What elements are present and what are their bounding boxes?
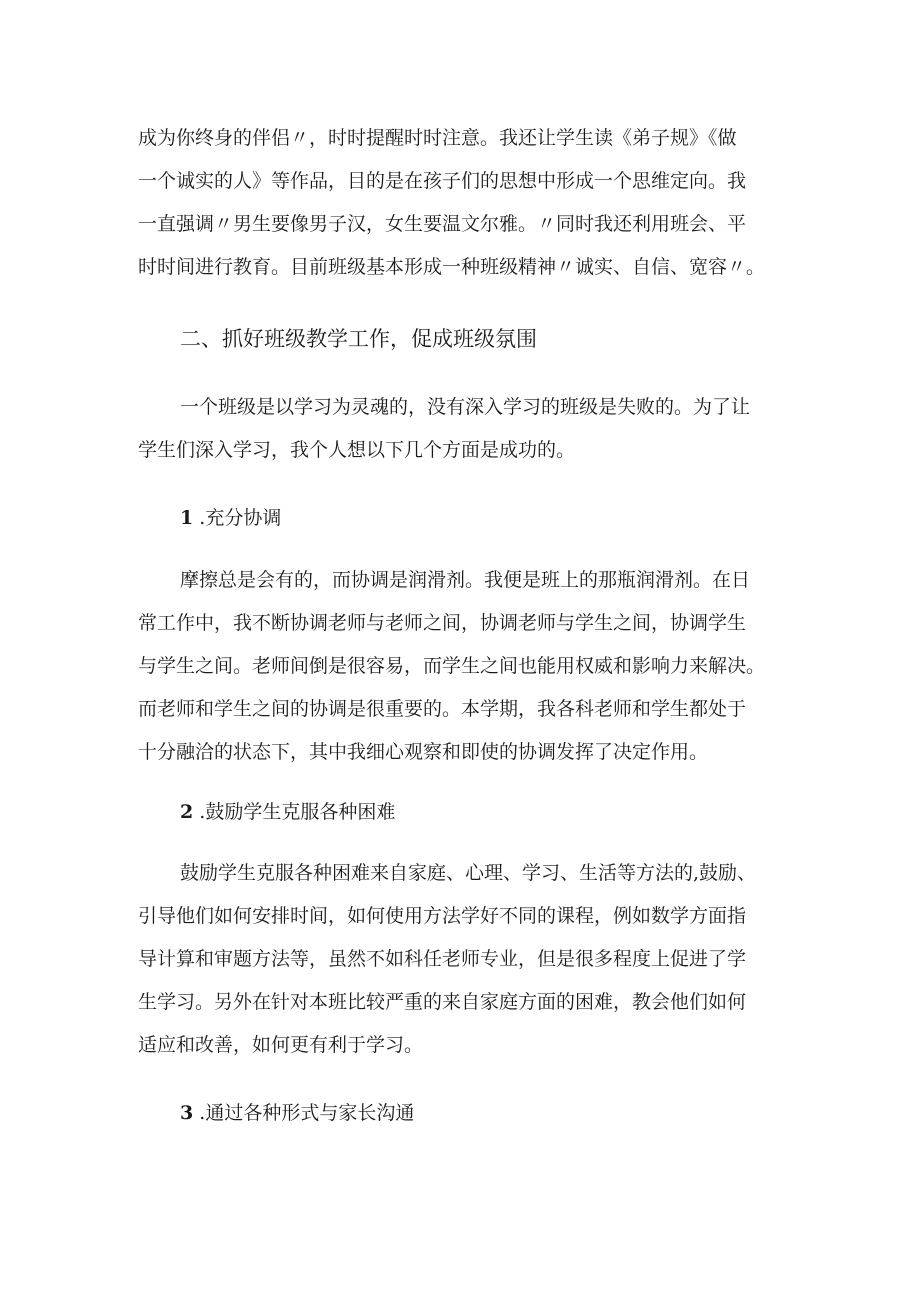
- item-title: .充分协调: [199, 507, 282, 529]
- item-number: 3: [180, 1102, 194, 1124]
- item-title: .鼓励学生克服各种困难: [199, 801, 396, 823]
- section-heading: 二、抓好班级教学工作，促成班级氛围: [180, 327, 537, 351]
- paragraph-line: 引导他们如何安排时间，如何使用方法学好不同的课程，例如数学方面指: [138, 905, 747, 927]
- item-2-heading: [180, 798, 395, 826]
- paragraph-line: 一个诚实的人》等作品，目的是在孩子们的思想中形成一个思维定向。我: [138, 170, 747, 192]
- item-number: 2: [180, 801, 194, 823]
- paragraph-line: 摩擦总是会有的，而协调是润滑剂。我便是班上的那瓶润滑剂。在日: [180, 569, 751, 591]
- item-3-heading: [180, 1099, 414, 1127]
- paragraph-line: 鼓励学生克服各种困难来自家庭、心理、学习、生活等方法的,鼓励、: [180, 862, 757, 884]
- paragraph-line: 而老师和学生之间的协调是很重要的。本学期，我各科老师和学生都处于: [138, 698, 747, 720]
- paragraph-line: 十分融洽的状态下，其中我细心观察和即使的协调发挥了决定作用。: [138, 741, 709, 763]
- paragraph-line: 适应和改善，如何更有利于学习。: [138, 1034, 424, 1056]
- paragraph-line: 与学生之间。老师间倒是很容易，而学生之间也能用权威和影响力来解决。: [138, 655, 766, 677]
- paragraph-line: 导计算和审题方法等，虽然不如科任老师专业，但是很多程度上促进了学: [138, 948, 747, 970]
- item-1-heading: [180, 504, 281, 532]
- paragraph-line: 生学习。另外在针对本班比较严重的来自家庭方面的困难，教会他们如何: [138, 991, 747, 1013]
- paragraph-line: 一个班级是以学习为灵魂的，没有深入学习的班级是失败的。为了让: [180, 396, 751, 418]
- item-number: 1: [180, 507, 194, 529]
- paragraph-line: 一直强调〃男生要像男子汉，女生要温文尔雅。〃同时我还利用班会、平: [138, 213, 747, 235]
- paragraph-line: 成为你终身的伴侣〃，时时提醒时时注意。我还让学生读《弟子规》《做: [138, 127, 737, 149]
- paragraph-line: 时时间进行教育。目前班级基本形成一种班级精神〃诚实、自信、宽容〃。: [138, 256, 766, 278]
- paragraph-line: 常工作中，我不断协调老师与老师之间，协调老师与学生之间，协调学生: [138, 612, 747, 634]
- item-title: .通过各种形式与家长沟通: [199, 1102, 415, 1124]
- paragraph-line: 学生们深入学习，我个人想以下几个方面是成功的。: [138, 439, 576, 461]
